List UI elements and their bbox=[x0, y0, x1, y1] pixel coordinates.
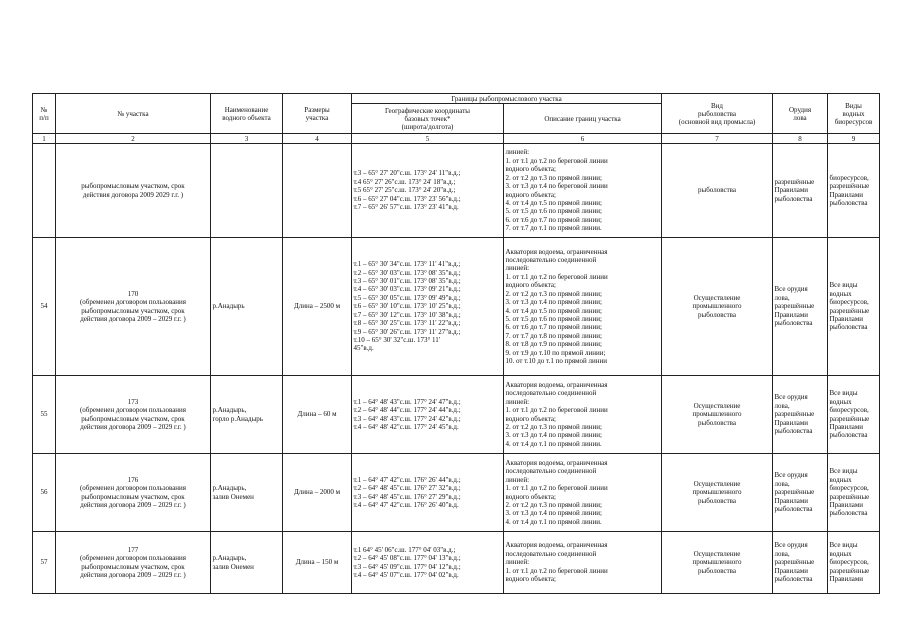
row-number: 54 bbox=[33, 238, 56, 376]
row-number: 56 bbox=[33, 454, 56, 532]
col-number: 1 bbox=[33, 134, 56, 144]
header-water: Наименование водного объекта bbox=[211, 94, 283, 134]
site-name: 177 (обременен договором пользования рыбопромысловым участком, срок действия договора 2009 – 2029 г.г. ) bbox=[56, 532, 211, 594]
header-type: Вид рыболовства (основной вид промысла) bbox=[662, 94, 773, 134]
site-name: 173 (обременен договором пользования рыбопромысловым участком, срок действия договора 2009 – 2029 г.г. ) bbox=[56, 376, 211, 454]
water-body: р.Анадырь, горло р.Анадырь bbox=[211, 376, 283, 454]
site-name: 176 (обременен договором пользования рыбопромысловым участком, срок действия договора 2009 – 2029 г.г. ) bbox=[56, 454, 211, 532]
header-desc: Описание границ участка bbox=[504, 104, 662, 134]
species: биоресурсов, разрешённые Правилами рыболовства bbox=[828, 144, 880, 238]
site-size: Длина – 150 м bbox=[283, 532, 352, 594]
col-number: 4 bbox=[283, 134, 352, 144]
col-number: 8 bbox=[773, 134, 828, 144]
site-name: 170 (обременен договором пользования рыбопромысловым участком, срок действия договора 2009 – 2029 г.г. ) bbox=[56, 238, 211, 376]
boundary-description: Акватория водоема, ограниченная последовательно соединенной линией: 1. от т.1 до т.2 по береговой линии водного объекта; bbox=[504, 532, 662, 594]
species: Все виды водных биоресурсов, разрешённые Правилами bbox=[828, 532, 880, 594]
header-size: Размеры участка bbox=[283, 94, 352, 134]
fishing-tools: Все орудия лова, разрешённые Правилами рыболовства bbox=[773, 376, 828, 454]
boundary-description: Акватория водоема, ограниченная последовательно соединенной линией: 1. от т.1 до т.2 по береговой линии водного объекта; 2. от т.2 до т.3 по прямой линии; 3. от т.3 до т.4 по прямой линии; 4. от т.4 до т.5 по прямой линии; 5. от т.5 до т.6 по прямой линии; 6. от т.6 до т.7 по прямой линии; 7. от т.7 до т.8 по прямой линии; 8. от т.8 до т.9 по прямой линии; 9. от т.9 до т.10 по прямой линии; 10. от т.10 до т.1 по прямой линии bbox=[504, 238, 662, 376]
boundary-description: Акватория водоема, ограниченная последовательно соединенной линией: 1. от т.1 до т.2 по береговой линии водного объекта; 2. от т.2 до т.3 по прямой линии; 3. от т.3 до т.4 по прямой линии; 4. от т.4 до т.1 по прямой линии. bbox=[504, 454, 662, 532]
species: Все виды водных биоресурсов, разрешённые Правилами рыболовства bbox=[828, 454, 880, 532]
col-number: 5 bbox=[352, 134, 504, 144]
species: Все виды водных биоресурсов, разрешённые Правилами рыболовства bbox=[828, 376, 880, 454]
header-no: № п/п bbox=[33, 94, 56, 134]
fishing-type: Осуществление промышленного рыболовства bbox=[662, 376, 773, 454]
header-tools: Орудия лова bbox=[773, 94, 828, 134]
water-body: р.Анадырь bbox=[211, 238, 283, 376]
table-row bbox=[33, 144, 880, 238]
row-number: 57 bbox=[33, 532, 56, 594]
header-coords: Географические координаты базовых точек* (широта/долгота) bbox=[352, 104, 504, 134]
col-number: 2 bbox=[56, 134, 211, 144]
site-size: Длина – 2000 м bbox=[283, 454, 352, 532]
fishing-sites-table bbox=[32, 93, 880, 594]
site-coordinates: т.1 – 64° 47' 42"с.ш. 176° 26' 44"в.д.; т.2 – 64° 48' 45"с.ш. 176° 27' 32"в.д.; т.3 – 64° 48' 45"с.ш. 176° 27' 29"в.д.; т.4 – 64° 47' 42"с.ш. 176° 26' 40"в.д. bbox=[352, 454, 504, 532]
header-boundaries: Границы рыбопромыслового участка bbox=[352, 94, 662, 104]
fishing-tools: разрешённые Правилами рыболовства bbox=[773, 144, 828, 238]
header-species: Виды водных биоресурсов bbox=[828, 94, 880, 134]
site-coordinates: т.3 – 65° 27' 20"с.ш. 173° 24' 11"в.д.; т.4 65° 27' 26"с.ш. 173° 24' 18"в.д.; т.5 65° 27' 25"с.ш. 173° 24' 20"в.д.; т.6 – 65° 27' 04"с.ш. 173° 23' 56"в.д.; т.7 – 65° 26' 57"с.ш. 173° 23' 41"в.д. bbox=[352, 144, 504, 238]
col-number: 6 bbox=[504, 134, 662, 144]
site-coordinates: т.1 – 65° 30' 34"с.ш. 173° 11' 41"в.д.; т.2 – 65° 30' 03"с.ш. 173° 08' 35"в.д.; т.3 – 65° 30' 01"с.ш. 173° 08' 35"в.д.; т.4 – 65° 30' 03"с.ш. 173° 09' 21"в.д.; т.5 – 65° 30' 05"с.ш. 173° 09' 49"в.д.; т.6 – 65° 30' 10"с.ш. 173° 10' 25"в.д.; т.7 – 65° 30' 12"с.ш. 173° 10' 38"в.д.; т.8 – 65° 30' 25"с.ш. 173° 11' 22"в.д.; т.9 – 65° 30' 26"с.ш. 173° 11' 27"в.д.; т.10 – 65° 30' 32"с.ш. 173° 11' 45"в.д. bbox=[352, 238, 504, 376]
row-number bbox=[33, 144, 56, 238]
table-row bbox=[33, 376, 880, 454]
fishing-type: Осуществление промышленного рыболовства bbox=[662, 454, 773, 532]
col-number: 7 bbox=[662, 134, 773, 144]
boundary-description: Акватория водоема, ограниченная последовательно соединенной линией: 1. от т.1 до т.2 по береговой линии водного объекта; 2. от т.2 до т.3 по прямой линии; 3. от т.3 до т.4 по прямой линии; 4. от т.4 до т.1 по прямой линии. bbox=[504, 376, 662, 454]
col-number: 3 bbox=[211, 134, 283, 144]
water-body: р.Анадырь, залив Онемен bbox=[211, 532, 283, 594]
species: Все виды водных биоресурсов, разрешённые Правилами рыболовства bbox=[828, 238, 880, 376]
table-row bbox=[33, 532, 880, 594]
column-numbers-row bbox=[33, 134, 880, 144]
site-coordinates: т.1 64° 45' 06"с.ш. 177° 04' 03"в.д.; т.2 – 64° 45' 08"с.ш. 177° 04' 13"в.д.; т.3 – 64° 45' 09"с.ш. 177° 04' 12"в.д.; т.4 – 64° 45' 07"с.ш. 177° 04' 02"в.д. bbox=[352, 532, 504, 594]
site-size: Длина – 2500 м bbox=[283, 238, 352, 376]
fishing-type: рыболовства bbox=[662, 144, 773, 238]
header-site: № участка bbox=[56, 94, 211, 134]
table-row bbox=[33, 238, 880, 376]
row-number: 55 bbox=[33, 376, 56, 454]
fishing-tools: Все орудия лова, разрешённые Правилами рыболовства bbox=[773, 238, 828, 376]
table-row bbox=[33, 454, 880, 532]
site-size: Длина – 60 м bbox=[283, 376, 352, 454]
fishing-tools: Все орудия лова, разрешённые Правилами рыболовства bbox=[773, 454, 828, 532]
site-coordinates: т.1 – 64° 48' 43"с.ш. 177° 24' 47"в.д.; т.2 – 64° 48' 44"с.ш. 177° 24' 44"в.д.; т.3 – 64° 48' 43"с.ш. 177° 24' 42"в.д.; т.4 – 64° 48' 42"с.ш. 177° 24' 45"в.д. bbox=[352, 376, 504, 454]
water-body: р.Анадырь, залив Онемен bbox=[211, 454, 283, 532]
fishing-type: Осуществление промышленного рыболовства bbox=[662, 532, 773, 594]
water-body bbox=[211, 144, 283, 238]
fishing-tools: Все орудия лова, разрешённые Правилами рыболовства bbox=[773, 532, 828, 594]
boundary-description: линией: 1. от т.1 до т.2 по береговой линии водного объекта; 2. от т.2 до т.3 по прямой линии; 3. от т.3 до т.4 по береговой линии водного объекта; 4. от т.4 до т.5 по прямой линии; 5. от т.5 до т.6 по прямой линии; 6. от т.6 до т.7 по прямой линии; 7. от т.7 до т.1 по прямой линии. bbox=[504, 144, 662, 238]
col-number: 9 bbox=[828, 134, 880, 144]
site-name: рыбопромысловым участком, срок действия договора 2009 2029 г.г. ) bbox=[56, 144, 211, 238]
site-size bbox=[283, 144, 352, 238]
fishing-type: Осуществление промышленного рыболовства bbox=[662, 238, 773, 376]
